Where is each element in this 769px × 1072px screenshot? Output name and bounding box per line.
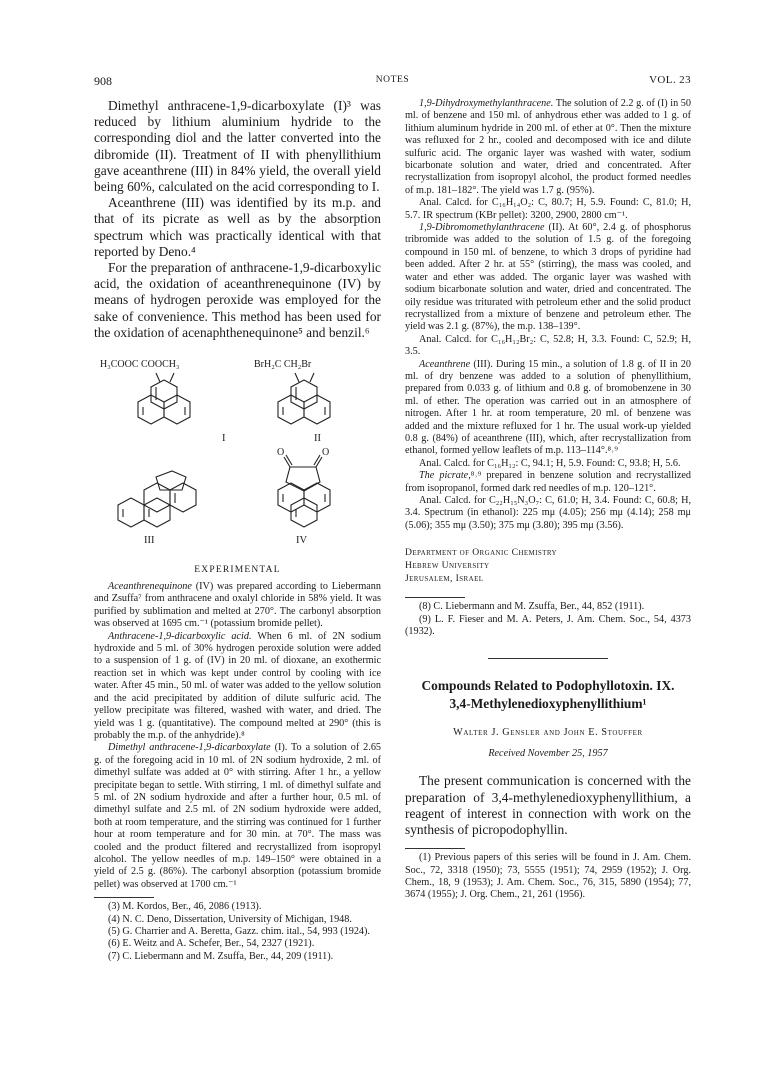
structure-I-substituents: H₃COOC COOCH₃ xyxy=(100,359,180,371)
experimental-paragraph: 1,9-Dihydroxymethylanthracene. The solution of 2.2 g. of (I) in 50 ml. of benzene and 150 ml. of anhydrous ether was added to 1 g. of lithium aluminum hydride in 200 ml. of ether at 0°. Then the mixture was refluxed for 2 hr., cooled and decomposed with ice and dilute sulfuric acid. The organic layer was washed with water, sodium bicarbonate solution and water, dried and concentrated. After recrystallization from isopropyl alcohol, the product formed needles of m.p. 181–182°. The yield was 1.7 g. (95%). xyxy=(405,98,691,196)
experimental-paragraph: 1,9-Dibromomethylanthracene (II). At 60°, 2.4 g. of phosphorus tribromide was added to the solution of 1.5 g. of the foregoing compound in 150 ml. of benzene, to which 3 drops of pyridine had been added. After 2 hr. at 55° (stirring), the mass was cooled, and water and ether was added. The organic layer was washed with sodium bicarbonate solution and water, dried and concentrated. The oily residue was triturated with petroleum ether and the solid product recrystallized from a mixture of benzene and petroleum ether. The yield was 2.1 g. (87%), the m.p. 138–139°. xyxy=(405,222,691,333)
compound-name: 1,9-Dibromomethylanthracene xyxy=(419,222,545,234)
compound-name: Dimethyl anthracene-1,9-dicarboxylate xyxy=(108,742,271,754)
oxygen-label: O xyxy=(277,447,285,459)
received-date: Received November 25, 1957 xyxy=(488,748,608,760)
experimental-heading: EXPERIMENTAL xyxy=(194,565,281,576)
footnote: (3) M. Kordos, Ber., 46, 2086 (1913). xyxy=(108,901,262,913)
footnote: (5) G. Charrier and A. Beretta, Gazz. chim. ital., 54, 993 (1924). xyxy=(108,926,370,938)
experimental-paragraph: Aceanthrenequinone (IV) was prepared according to Liebermann and Zsuffa⁷ from anthracene and oxalyl chloride in 58% yield. It was purified by sublimation and melted at 270°. The carbonyl absorption was observed at 1695 cm.⁻¹ (potassium bromide pellet). xyxy=(94,581,381,630)
footnote-rule xyxy=(94,897,154,898)
chemical-structures-figure xyxy=(94,345,381,553)
university-line: Hebrew University xyxy=(405,560,490,572)
body-paragraph: Dimethyl anthracene-1,9-dicarboxylate (I)³ was reduced by lithium aluminium hydride to the corresponding diol and the latter converted into the dibromide (II). Treatment of II with phenyllithium gave aceanthrene (III) in 84% yield, the overall yield being 60%, calculated on the acid corresponding to I. xyxy=(94,98,381,195)
compound-name: 1,9-Dihydroxymethylanthracene. xyxy=(419,98,554,109)
footnote: (6) E. Weitz and A. Schefer, Ber., 54, 2327 (1921). xyxy=(108,938,315,950)
structure-IV-rings xyxy=(278,455,330,527)
article-title xyxy=(405,677,691,713)
compound-name: Aceanthrene xyxy=(419,358,471,370)
footnote: (8) C. Liebermann and M. Zsuffa, Ber., 44, 852 (1911). xyxy=(419,601,645,613)
volume-label: VOL. 23 xyxy=(649,74,691,86)
left-column xyxy=(94,98,381,1058)
experimental-paragraph: Dimethyl anthracene-1,9-dicarboxylate (I). To a solution of 2.65 g. of the foregoing acid in 10 ml. of 2N sodium hydroxide, 2 ml. of dimethyl sulfate was added at 0° with stirring. After 1 hr., a yellow precipitate began to settle. With stirring, 1 ml. of dimethyl sulfate and 5 ml. of 2N sodium hydroxide and after a further hour, 0.5 ml. of dimethyl sulfate and 2.5 ml. of 2N sodium hydroxide were added, both at room temperature, and the stirring was continued for 1 further hour at room temperature and for 30 min. at 70°. The mass was cooled and the product filtered and recrystallized from isopropyl alcohol. The yellow needles of m.p. 149–150° were obtained in a yield of 2.5 g. (86%). The carbonyl absorption (potassium bromide pellet) was observed at 1700 cm.⁻¹ xyxy=(94,742,382,890)
experimental-paragraph: Aceanthrene (III). During 15 min., a solution of 1.8 g. of II in 20 ml. of dry benzene was added to a solution of phenyllithium, prepared from 0.033 g. of lithium and 0.8 g. of bromobenzene in 30 ml. of ether. The operation was carried out in an atmosphere of nitrogen. After 1 hr. at room temperature, 20 ml. of benzene was added and the mixture refluxed for 1 hr. The usual work-up yielded 0.8 g. (84%) of aceanthrene (III), which, after recrystallization from ethanol, formed yellow leaflets of m.p. 113–114°.⁸˒⁹ xyxy=(405,358,691,457)
structure-III-label: III xyxy=(144,535,155,547)
article-intro-paragraph: The present communication is concerned with the preparation of 3,4-methylenedioxyphenyllithium, a reagent of interest in connection with work on the synthesis of picropodophyllin. xyxy=(405,773,691,838)
footnote: (1) Previous papers of this series will be found in J. Am. Chem. Soc., 72, 3318 (1950); 73, 5555 (1951); 74, 2959 (1952); J. Org. Chem., 18, 9 (1953); J. Am. Chem. Soc., 76, 315, 5890 (1954); 77, 3674 (1955); J. Org. Chem., 21, 261 (1956). xyxy=(405,852,691,901)
department-line: Department of Organic Chemistry xyxy=(405,547,557,559)
section-name: NOTES xyxy=(375,75,410,85)
structure-I-label: I xyxy=(222,433,226,445)
article-authors: Walter J. Gensler and John E. Stouffer xyxy=(453,727,643,739)
article-title-line-2: 3,4-Methylenedioxyphenyllithium¹ xyxy=(449,696,647,712)
analysis-line: Anal. Calcd. for C₂₂H₁₅N₃O₇: C, 61.0; H, 3.4. Found: C, 60.8; H, 3.4. Spectrum (in ethanol): 225 mμ (4.05); 256 mμ (4.14); 258 mμ (5.06); 355 mμ (3.50); 375 mμ (3.80); 395 mμ (3.56). xyxy=(405,495,691,531)
structure-II-rings xyxy=(278,373,330,424)
article-title-line-1: Compounds Related to Podophyllotoxin. IX. xyxy=(421,678,675,694)
footnote-rule xyxy=(405,848,465,849)
compound-name: The picrate, xyxy=(419,470,471,482)
structures-svg xyxy=(94,345,381,553)
structure-I-rings xyxy=(138,373,190,424)
analysis-line: Anal. Calcd. for C₁₆H₁₂: C, 94.1; H, 5.9. Found: C, 93.8; H, 5.6. xyxy=(419,457,681,469)
body-paragraph: For the preparation of anthracene-1,9-dicarboxylic acid, the oxidation of aceanthrenequinone (IV) by means of hydrogen peroxide was employed for the sake of convenience. This method has been used for the oxidation of acenaphthenequinone⁵ and benzil.⁶ xyxy=(94,260,381,340)
footnote-rule xyxy=(405,597,465,598)
analysis-line: Anal. Calcd. for C₁₆H₁₄O₂: C, 80.7; H, 5.9. Found: C, 81.0; H, 5.7. IR spectrum (KBr pellet): 3200, 2900, 2800 cm⁻¹. xyxy=(405,197,691,221)
article-separator xyxy=(488,658,608,659)
footnote: (4) N. C. Deno, Dissertation, University of Michigan, 1948. xyxy=(108,913,352,925)
footnote: (7) C. Liebermann and M. Zsuffa, Ber., 44, 209 (1911). xyxy=(108,950,334,962)
structure-II-substituents: BrH₂C CH₂Br xyxy=(254,359,312,371)
footnote: (9) L. F. Fieser and M. A. Peters, J. Am. Chem. Soc., 54, 4373 (1932). xyxy=(405,613,691,638)
structure-II-label: II xyxy=(314,433,321,445)
experimental-paragraph: The picrate,⁸˒⁹ prepared in benzene solution and recrystallized from isopropanol, formed dark red needles of m.p. 120–121°. xyxy=(405,470,692,494)
structure-IV-label: IV xyxy=(296,535,308,547)
structure-III-rings xyxy=(118,471,196,527)
affiliation-address xyxy=(405,546,691,585)
compound-name: Aceanthrenequinone xyxy=(108,581,192,593)
city-line: Jerusalem, Israel xyxy=(405,573,484,585)
body-paragraph: Aceanthrene (III) was identified by its m.p. and that of its picrate as well as by the absorption spectrum which was practically identical with that reported by Deno.⁴ xyxy=(94,195,381,259)
compound-name: Anthracene-1,9-dicarboxylic acid. xyxy=(108,630,252,642)
analysis-line: Anal. Calcd. for C₁₆H₁₂Br₂: C, 52.8; H, 3.3. Found: C, 52.9; H, 3.5. xyxy=(405,333,691,358)
page-number: 908 xyxy=(94,74,112,88)
oxygen-label: O xyxy=(322,447,330,459)
experimental-paragraph: Anthracene-1,9-dicarboxylic acid. When 6 ml. of 2N sodium hydroxide and 5 ml. of 30% hydrogen peroxide solution were added to a suspension of 1 g. of (IV) in 20 ml. of dioxane, an exothermic reaction set in which was kept under control by cooling with ice water. After 45 min., 50 ml. of water was added to the yellow solution and the acid precipitated by addition of dilute sulfuric acid. The yellow precipitate was filtered, washed with water, and dried. The yield was 1 g. (quantitative). The compound melted at 290° (this is probably the m.p. of the anhydride).⁸ xyxy=(94,630,381,741)
right-column xyxy=(405,98,691,1058)
running-header xyxy=(94,74,691,90)
